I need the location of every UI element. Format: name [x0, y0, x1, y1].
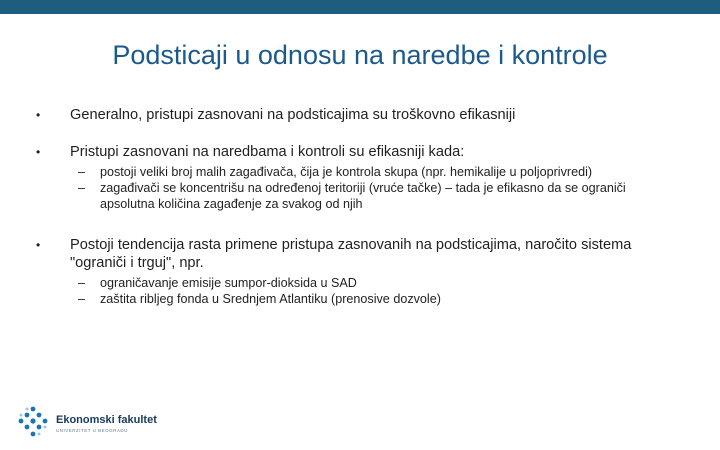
bullet-text: Postoji tendencija rasta primene pristupa zasnovanih na podsticajima, naročito sistema "ograniči i trguj", npr. [70, 237, 632, 271]
sub-bullet-marker: – [78, 165, 86, 179]
bullet-marker: • [36, 238, 41, 252]
slide-content [36, 106, 676, 307]
sub-bullet-text: ograničavanje emisije sumpor-dioksida u SAD [100, 276, 357, 290]
bullet-item [36, 236, 676, 272]
bullet-marker: • [36, 145, 41, 159]
logo-subtitle: UNIVERZITET U BEOGRADU [56, 428, 128, 433]
bullet-text: Pristupi zasnovani na naredbama i kontroli su efikasniji kada: [70, 144, 465, 160]
logo-name: Ekonomski fakultet [56, 414, 157, 426]
dot-cluster-logo-icon [16, 406, 50, 438]
sub-bullet-item [36, 180, 676, 212]
sub-bullet-item [36, 291, 676, 307]
slide-title: Podsticaji u odnosu na naredbe i kontrole [112, 40, 608, 70]
sub-bullet-marker: – [78, 181, 86, 195]
sub-bullet-text: postoji veliki broj malih zagađivača, čija je kontrola skupa (npr. hemikalije u poljoprivredi) [100, 165, 593, 179]
sub-bullet-marker: – [78, 276, 86, 290]
top-accent-bar [0, 0, 720, 14]
sub-bullet-marker: – [78, 292, 86, 306]
sub-bullet-text: zaštita ribljeg fonda u Srednjem Atlantiku (prenosive dozvole) [100, 292, 441, 306]
bullet-item [36, 143, 676, 161]
sub-bullet-item [36, 164, 676, 180]
sub-bullet-item [36, 275, 676, 291]
bullet-marker: • [36, 108, 41, 122]
sub-bullet-text: zagađivači se koncentrišu na određenoj teritoriji (vruće tačke) – tada je efikasno da se ograniči apsolutna količina zagađenje za svakog od njih [100, 181, 626, 211]
bullet-text: Generalno, pristupi zasnovani na podsticajima su troškovno efikasniji [70, 107, 516, 123]
faculty-logo [16, 406, 166, 438]
bullet-item [36, 106, 676, 124]
